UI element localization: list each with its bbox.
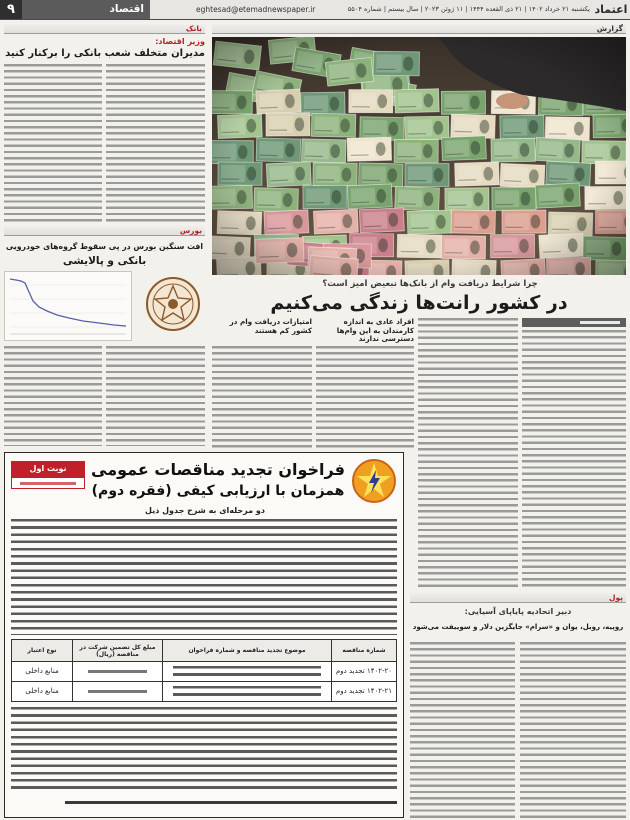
- ad-footer-line: [65, 801, 397, 804]
- section-label-text: پول: [608, 593, 623, 602]
- report-kicker: چرا شرایط دریافت وام از بانک‌ها تبعیض آمیز است؟: [322, 279, 538, 289]
- page-header: [0, 0, 630, 20]
- section-label-text: بورس: [179, 226, 202, 235]
- section-label-bank: [4, 24, 205, 34]
- table-header-credit-type: نوع اعتبار: [12, 640, 72, 661]
- body-text: [4, 346, 102, 446]
- page-number: ۹: [0, 0, 22, 19]
- bank-article-kicker: وزیر اقتصاد:: [155, 37, 205, 46]
- report-headline: در کشور رانت‌ها زندگی می‌کنیم: [270, 292, 568, 314]
- power-company-logo: [351, 458, 397, 504]
- currency-article-kicker: دبیر اتحادیه پایاپای آسیایی:: [464, 607, 572, 616]
- ad-notice-id-box: [11, 477, 85, 489]
- dateline: یکشنبه ۲۱ خرداد ۱۴۰۲ | ۲۱ ذی القعده ۱۴۴۴ | ۱۱ ژوئن ۲۰۲۳ | سال بیستم | شماره ۵۵۰۴: [347, 5, 590, 13]
- newspaper-logo: اعتماد: [594, 3, 628, 16]
- body-text: [4, 64, 102, 222]
- bourse-headline-line-2: بانکی و پالایشی: [62, 255, 147, 267]
- stock-exchange-emblem: [144, 274, 202, 334]
- section-label-text: بانک: [185, 24, 202, 33]
- report-photo: [212, 37, 626, 275]
- table-header-tender-number: شماره مناقصه: [332, 640, 396, 661]
- tender-table: [11, 639, 397, 702]
- ad-notice-tag: نوبت اول: [11, 461, 85, 477]
- table-cell-guarantee-amount: [73, 682, 162, 701]
- section-name: اقتصاد: [109, 3, 144, 15]
- body-text: [316, 346, 414, 448]
- table-cell-credit-type: منابع داخلی: [12, 682, 72, 701]
- bourse-index-chart-image: [4, 271, 132, 341]
- currency-article-headline: روپیه، روبل، یوان و «سرام» جایگزین دلار و سوییفت می‌شود: [412, 623, 624, 631]
- section-label-report: [212, 24, 626, 34]
- ad-title-line-1: فراخوان تجدید مناقصات عمومی: [91, 460, 345, 479]
- table-cell-subject: [163, 682, 331, 701]
- section-label-currency: [410, 593, 626, 603]
- body-text: [212, 346, 312, 448]
- table-cell-guarantee-amount: [73, 662, 162, 681]
- ad-title-line-2: همزمان با ارزیابی کیفی (فقره دوم): [91, 483, 345, 499]
- ad-body-text: [11, 707, 397, 793]
- body-text: [520, 642, 626, 818]
- body-text: [522, 330, 626, 590]
- section-label-text: گزارش: [596, 24, 623, 33]
- table-cell-subject: [163, 662, 331, 681]
- body-text: [106, 64, 205, 222]
- table-header-subject: موضوع تجدید مناقصه و شماره فراخوان: [163, 640, 331, 661]
- table-cell-tender-number: ۱۴۰۲-۲۱ تجدید دوم: [332, 682, 396, 701]
- report-lead-2: امتیازات دریافت وام در کشور کم هستند: [229, 318, 312, 335]
- body-text: [418, 318, 518, 590]
- bank-article-headline: مدیران متخلف شعب بانکی را برکنار کنید: [5, 48, 205, 59]
- report-lead-1: افراد عادی به اندازه کارمندان به این وام‌ها دسترسی ندارند: [336, 318, 414, 344]
- section-label-bourse: [4, 226, 205, 236]
- body-text: [106, 346, 205, 446]
- table-cell-credit-type: منابع داخلی: [12, 662, 72, 681]
- section-email: eghtesad@etemadnewspaper.ir: [196, 5, 316, 14]
- body-text: [410, 642, 515, 818]
- table-header-guarantee-amount: مبلغ کل تضمین شرکت در مناقصه (ریال): [73, 640, 162, 661]
- ad-subtitle: دو مرحله‌ای به شرح جدول ذیل: [145, 506, 265, 515]
- ad-body-text: [11, 519, 397, 635]
- bourse-headline-line-1: افت سنگین بورس در پی سقوط گروه‌های خودرویی: [5, 242, 204, 251]
- table-cell-tender-number: ۱۴۰۲-۲۰ تجدید دوم: [332, 662, 396, 681]
- section-tab: [0, 0, 150, 19]
- tender-advertisement: [4, 452, 404, 818]
- report-byline-bar: [522, 318, 626, 327]
